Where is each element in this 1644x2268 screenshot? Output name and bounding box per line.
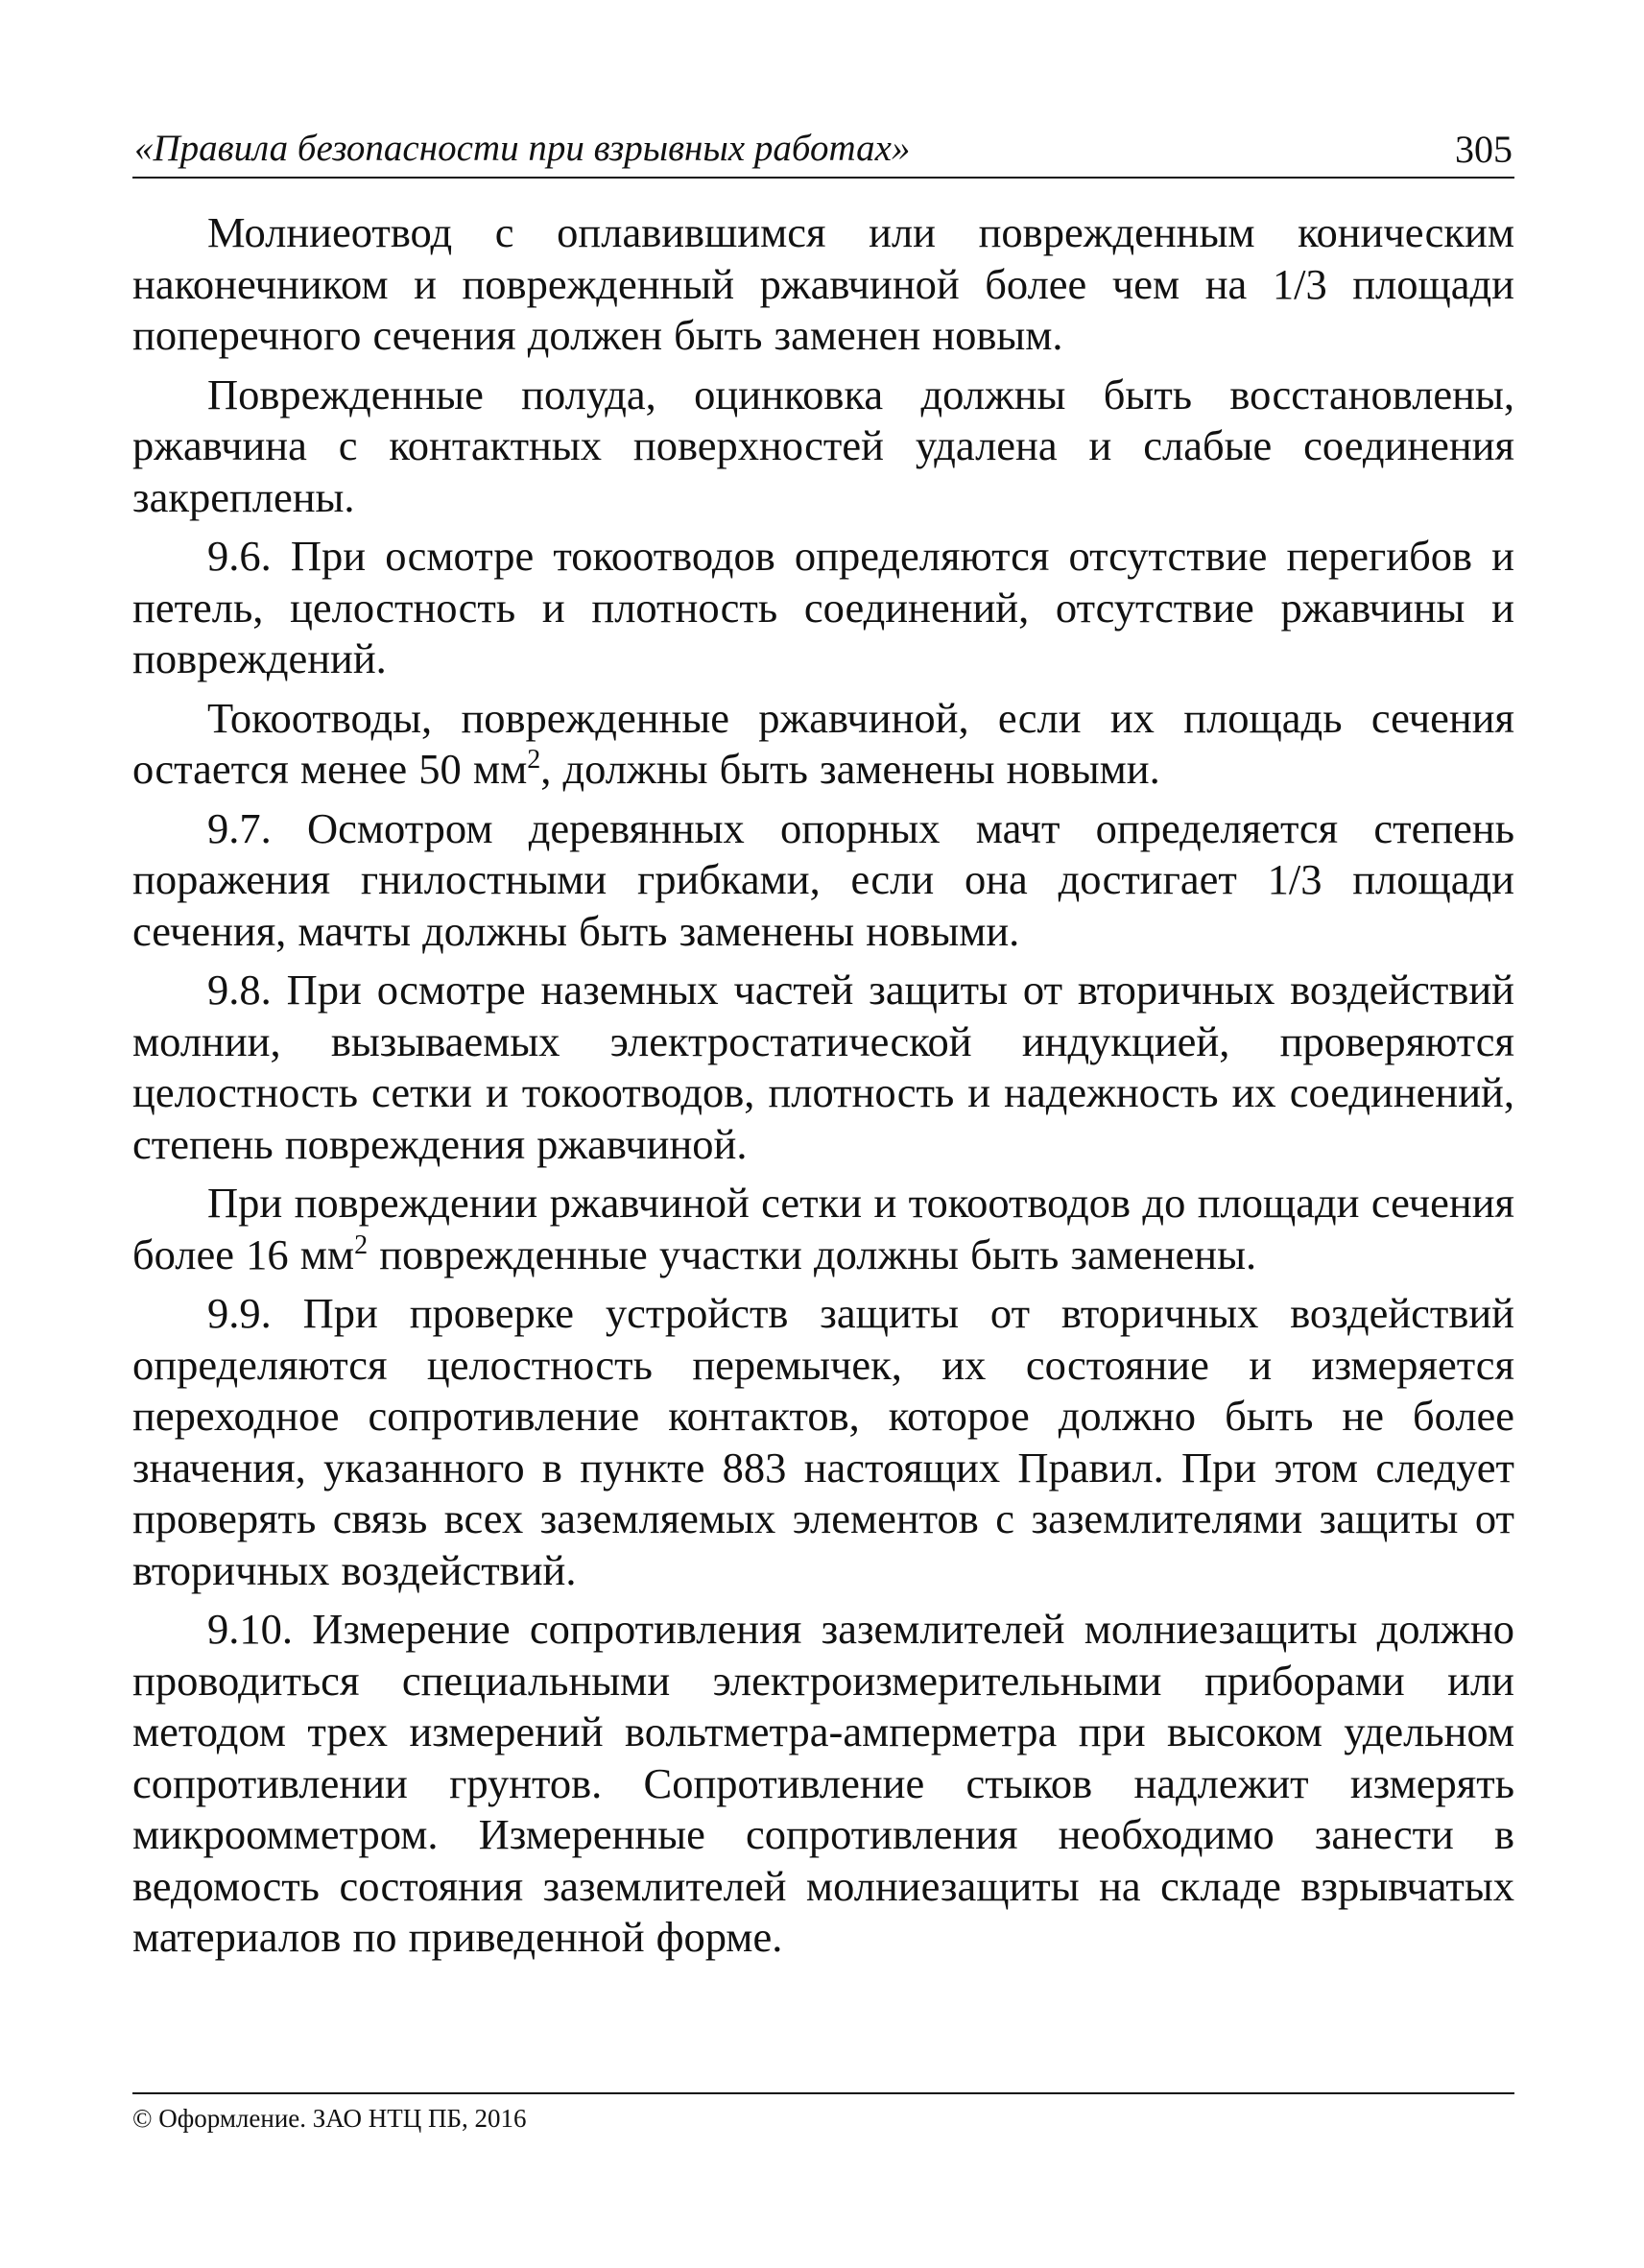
paragraph-lightning-rod: Молниеотвод с оплавившимся или поврежденным коническим наконечником и поврежденный ржавчиной более чем на 1/3 площади поперечного сечения должен быть заменен новым. — [132, 208, 1514, 359]
paragraph-text: Токоотводы, поврежденные ржавчиной, если их площадь сечения остается менее 50 мм — [132, 693, 1514, 793]
paragraph-9-10: 9.10. Измерение сопротивления заземлителей молниезащиты должно проводиться специальными электроизмерительными приборами или методом трех измерений вольтметра-амперметра при высоком удельном сопротивлении грунтов. Сопротивление стыков надлежит измерять микроомметром. Измеренные сопротивления необходимо занести в ведомость состояния заземлителей молниезащиты на складе взрывчатых материалов по приведенной форме. — [132, 1605, 1514, 1961]
paragraph-text: , должны быть заменены новыми. — [540, 745, 1160, 793]
superscript: 2 — [354, 1229, 369, 1260]
paragraph-9-7: 9.7. Осмотром деревянных опорных мачт определяется степень поражения гнилостными грибками, если она достигает 1/3 площади сечения, мачты должны быть заменены новыми. — [132, 803, 1514, 955]
copyright-note: © Оформление. ЗАО НТЦ ПБ, 2016 — [132, 2104, 527, 2133]
paragraph-down-conductors-rust — [132, 693, 1514, 796]
document-page — [132, 125, 1514, 2160]
page-footer — [132, 2092, 1514, 2135]
superscript: 2 — [527, 745, 541, 775]
paragraph-9-9: 9.9. При проверке устройств защиты от вторичных воздействий определяются целостность перемычек, их состояние и измеряется переходное сопротивление контактов, которое должно быть не более значения, указанного в пункте 883 настоящих Правил. При этом следует проверять связь всех заземляемых элементов с заземлителями защиты от вторичных воздействий. — [132, 1289, 1514, 1594]
paragraph-9-8: 9.8. При осмотре наземных частей защиты от вторичных воздействий молнии, вызываемых электростатической индукцией, проверяются целостность сетки и токоотводов, плотность и надежность их соединений, степень повреждения ржавчиной. — [132, 966, 1514, 1168]
paragraph-mesh-rust — [132, 1178, 1514, 1280]
body-text — [132, 207, 1514, 1971]
paragraph-text: поврежденные участки должны быть заменены. — [368, 1229, 1257, 1278]
page-number: 305 — [1455, 128, 1513, 171]
paragraph-text: При повреждении ржавчиной сетки и токоотводов до площади сечения более 16 мм — [132, 1179, 1514, 1278]
running-header — [132, 125, 1514, 179]
paragraph-9-6: 9.6. При осмотре токоотводов определяются отсутствие перегибов и петель, целостность и плотность соединений, отсутствие ржавчины и повреждений. — [132, 532, 1514, 682]
header-title: «Правила безопасности при взрывных работах» — [134, 128, 911, 169]
paragraph-tinning-restore: Поврежденные полуда, оцинковка должны быть восстановлены, ржавчина с контактных поверхностей удалена и слабые соединения закреплены. — [132, 370, 1514, 521]
